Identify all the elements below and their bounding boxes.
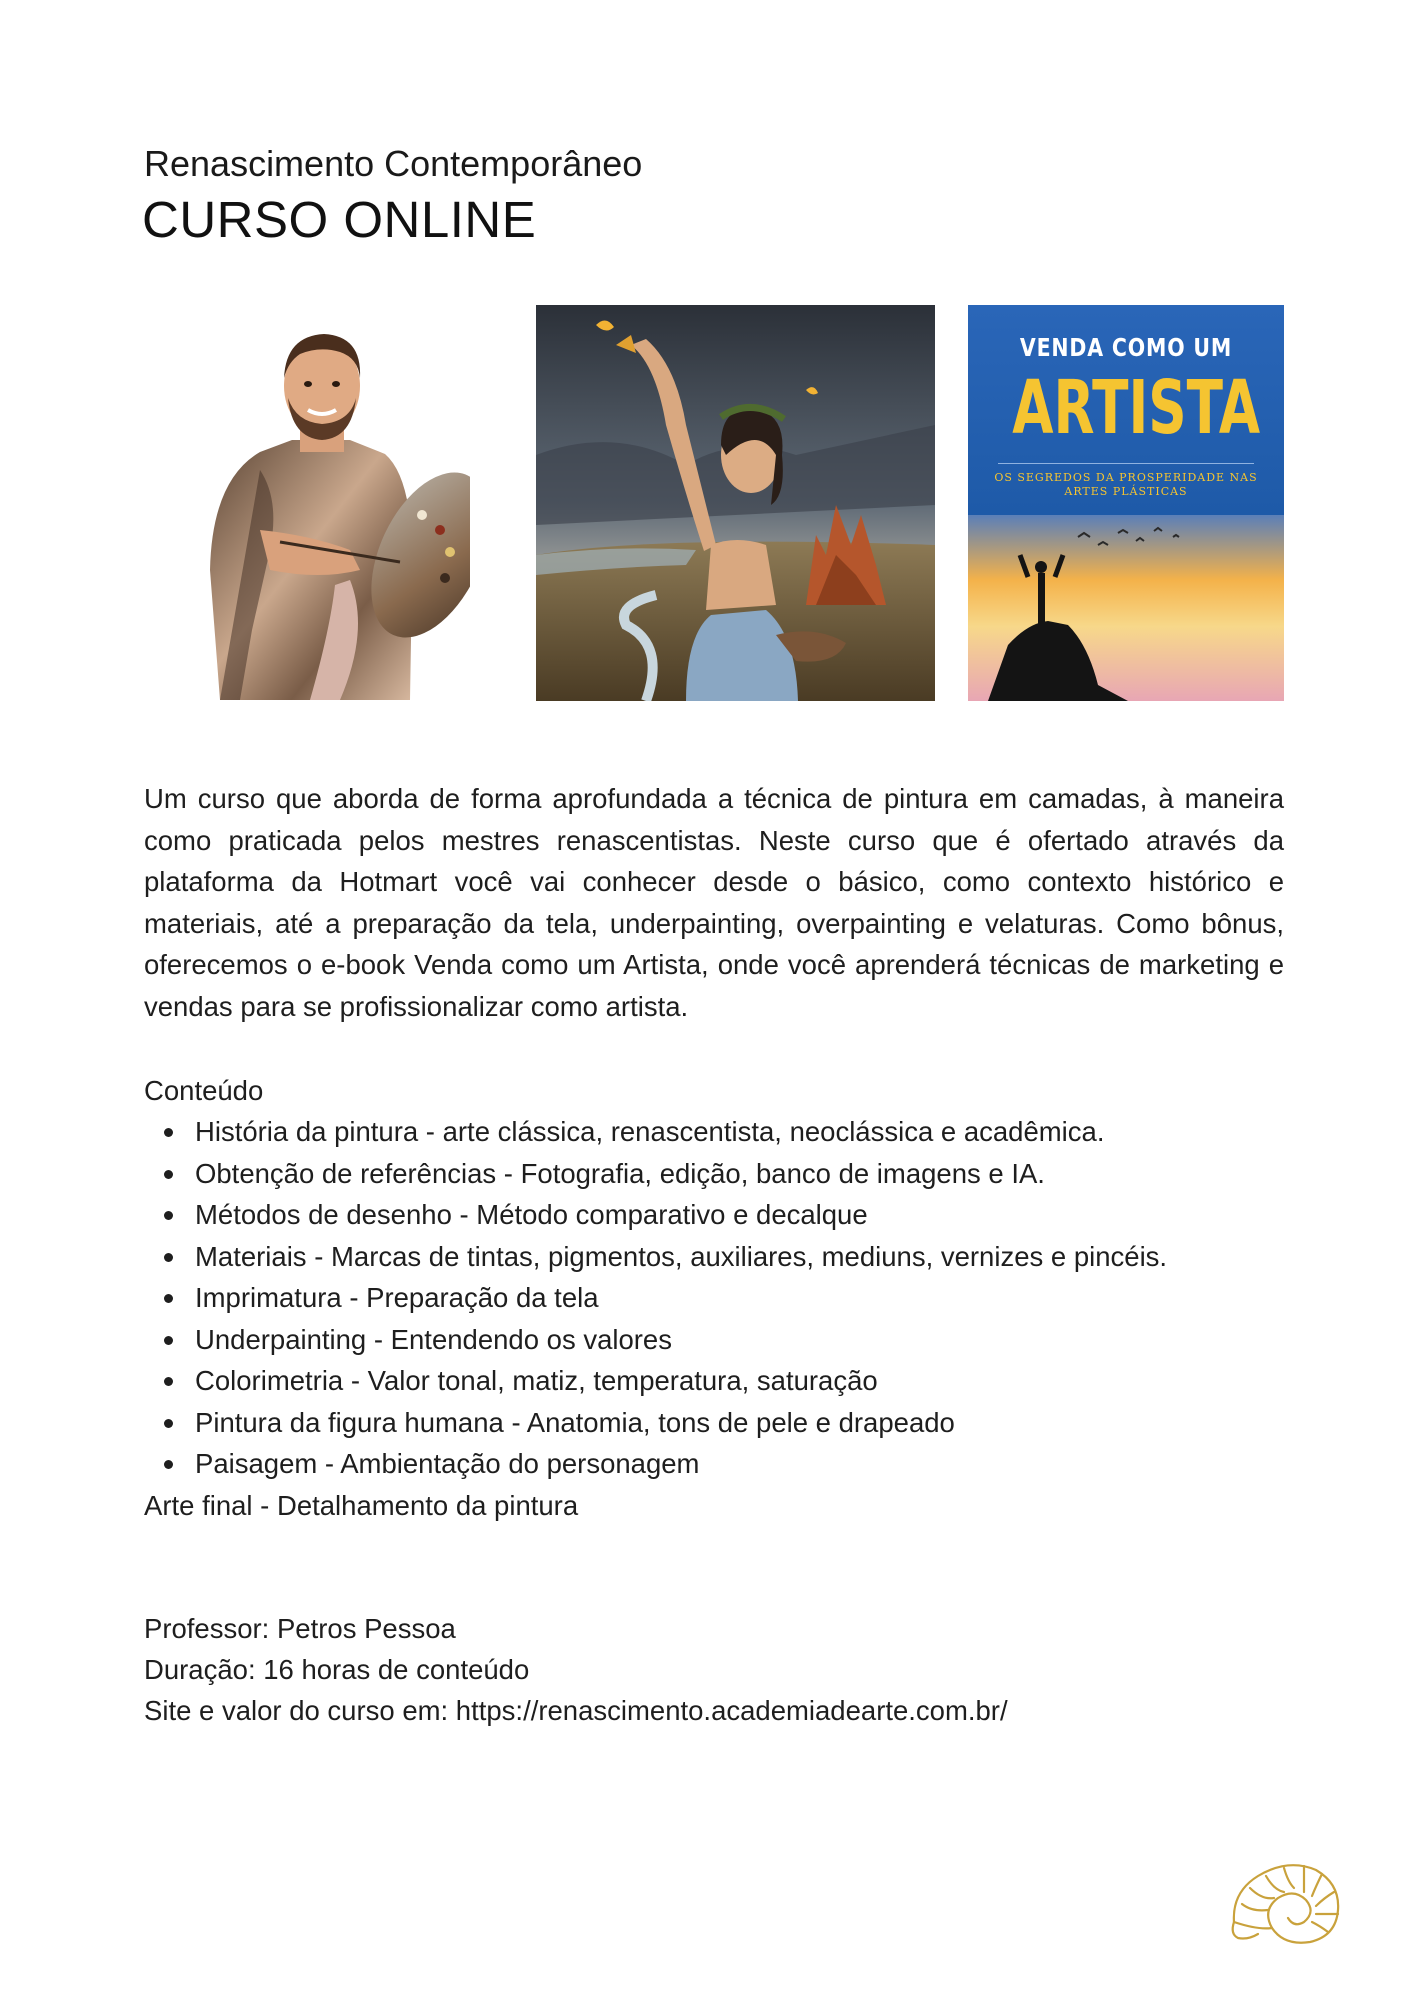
list-item: Colorimetria - Valor tonal, matiz, temperatura, saturação xyxy=(144,1360,1167,1402)
painting-image xyxy=(536,305,935,701)
content-final-line: Arte final - Detalhamento da pintura xyxy=(144,1490,579,1521)
bullet-icon xyxy=(164,1253,173,1262)
duration-line: Duração: 16 horas de conteúdo xyxy=(144,1654,530,1685)
ebook-cover xyxy=(968,305,1284,701)
list-item: Imprimatura - Preparação da tela xyxy=(144,1277,1167,1319)
content-list xyxy=(144,1111,1167,1485)
bullet-icon xyxy=(164,1294,173,1303)
site-line: Site e valor do curso em: https://renascimento.academiadearte.com.br/ xyxy=(144,1695,1008,1726)
course-title: CURSO ONLINE xyxy=(142,191,537,248)
bullet-icon xyxy=(164,1460,173,1469)
list-item: Métodos de desenho - Método comparativo e decalque xyxy=(144,1194,1167,1236)
course-subtitle: Renascimento Contemporâneo xyxy=(144,143,643,184)
list-item: Obtenção de referências - Fotografia, edição, banco de imagens e IA. xyxy=(144,1153,1167,1195)
nautilus-shell-logo xyxy=(1228,1852,1346,1948)
list-item: Pintura da figura humana - Anatomia, tons de pele e drapeado xyxy=(144,1402,1167,1444)
ebook-subtitle: OS SEGREDOS DA PROSPERIDADE NAS ARTES PLÁSTICAS xyxy=(994,471,1258,498)
bullet-icon xyxy=(164,1211,173,1220)
bullet-icon xyxy=(164,1419,173,1428)
bullet-icon xyxy=(164,1128,173,1137)
ebook-title-line1: VENDA COMO UM xyxy=(1019,333,1233,362)
list-item: Materiais - Marcas de tintas, pigmentos, auxiliares, mediuns, vernizes e pincéis. xyxy=(144,1236,1167,1278)
list-item: Paisagem - Ambientação do personagem xyxy=(144,1443,1167,1485)
list-item: Underpainting - Entendendo os valores xyxy=(144,1319,1167,1361)
professor-line: Professor: Petros Pessoa xyxy=(144,1613,456,1644)
bullet-icon xyxy=(164,1377,173,1386)
ebook-title-band xyxy=(968,305,1284,515)
teacher-photo xyxy=(200,330,470,700)
list-item: História da pintura - arte clássica, renascentista, neoclássica e acadêmica. xyxy=(144,1111,1167,1153)
course-description: Um curso que aborda de forma aprofundada a técnica de pintura em camadas, à maneira como praticada pelos mestres renascentistas. Neste curso que é ofertado através da plataforma da Hotmart você vai conhecer desde o básico, como contexto histórico e materiais, até a preparação da tela, underpainting, overpainting e velaturas. Como bônus, oferecemos o e-book Venda como um Artista, onde você aprenderá técnicas de marketing e vendas para se profissionalizar como artista. xyxy=(144,783,1284,1022)
bullet-icon xyxy=(164,1336,173,1345)
ebook-divider xyxy=(998,463,1254,464)
bullet-icon xyxy=(164,1170,173,1179)
content-heading: Conteúdo xyxy=(144,1075,264,1106)
ebook-title-line2: ARTISTA xyxy=(1012,365,1261,451)
